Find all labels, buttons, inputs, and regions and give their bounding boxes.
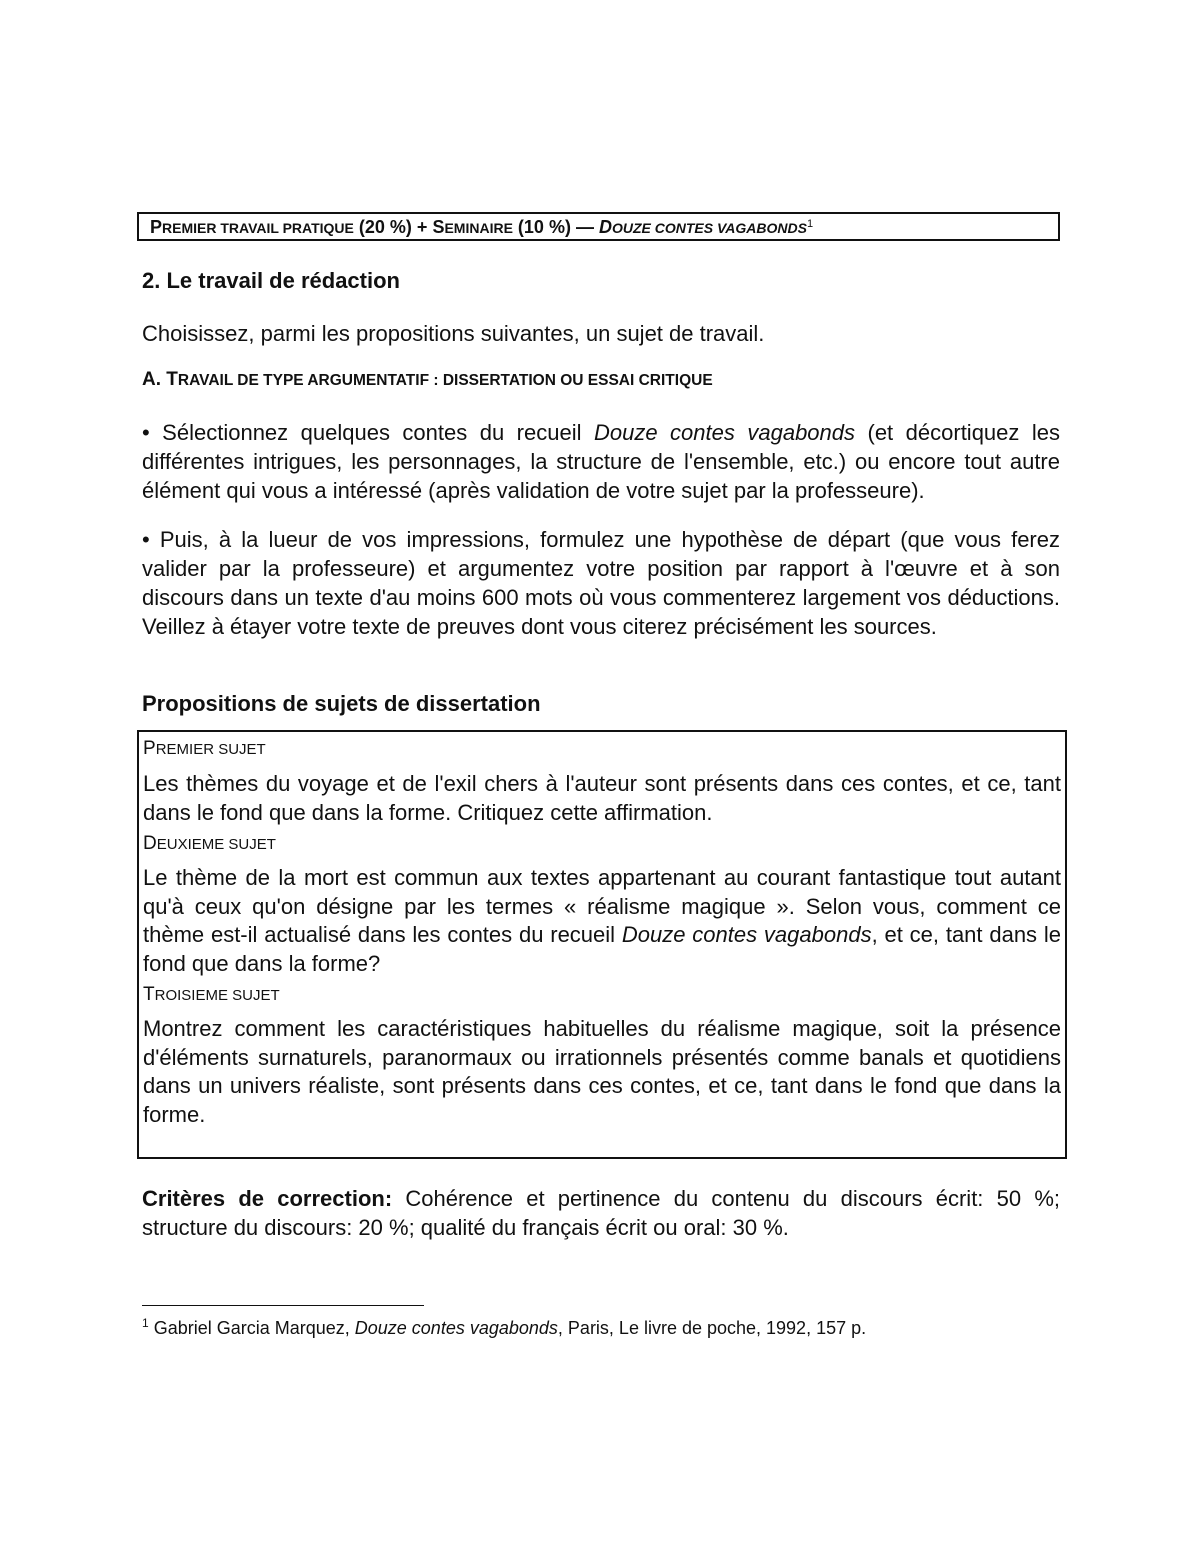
criteria-label: Critères de correction: [142, 1186, 393, 1211]
section-title: 2. Le travail de rédaction [142, 268, 400, 293]
bullet1-pre: • Sélectionnez quelques contes du recueil [142, 420, 594, 445]
s2-book-title: Douze contes vagabonds [621, 922, 872, 947]
title-p-rest: REMIER TRAVAIL PRATIQUE [162, 220, 354, 236]
footnote [142, 1318, 866, 1339]
criteria-text: Cohérence et pertinence du contenu du discours écrit: 50 %; structure du discours: 20 %; qualité du français écrit ou oral: 30 %. [142, 1186, 1060, 1240]
propositions-heading: Propositions de sujets de dissertation [142, 691, 541, 716]
bullet1-post: (et décortiquez les différentes intrigues, les personnages, la structure de l'ensemble, etc.) ou encore tout autre élément qui vous a intéressé (après validation de votre sujet par la professeure). [142, 420, 1060, 503]
bullet-paragraph-1 [142, 418, 1060, 505]
footnote-book-title: Douze contes vagabonds [354, 1318, 558, 1338]
title-weight-1: (20 %) + [358, 217, 428, 237]
title-s-rest: EMINAIRE [444, 220, 513, 236]
s1-rest: REMIER SUJET [155, 741, 266, 758]
bullet1-book-title: Douze contes vagabonds [593, 420, 856, 445]
footnote-pre: Gabriel Garcia Marquez, [148, 1318, 355, 1338]
s2-pre: Le thème de la mort est commun aux textes appartenant au courant fantastique tout autant qu'à ceux qu'on désigne par les termes « réalisme magique ». Selon vous, comment ce thème est-il actualisé dans les contes du recueil [143, 865, 1061, 947]
s2-rest: EUXIEME SUJET [156, 836, 276, 853]
subject-2-text [143, 864, 1061, 978]
part-a-lead: A. T [142, 369, 178, 390]
footnote-number: 1 [142, 1316, 149, 1330]
title-d-rest: OUZE CONTES VAGABONDS [611, 220, 807, 236]
bullet-paragraph-2: • Puis, à la lueur de vos impressions, formulez une hypothèse de départ (que vous ferez valider par la professeure) et argumentez votre position par rapport à l'œuvre et à son discours dans un texte d'au moins 600 mots où vous commenterez largement vos déductions. Veillez à étayer votre texte de preuves dont vous citerez précisément les sources. [142, 527, 1060, 639]
assignment-title-box [137, 212, 1060, 241]
criteria-paragraph [142, 1184, 1060, 1242]
s1-cap: P [143, 738, 156, 759]
s3-cap: T [143, 984, 155, 1005]
subject-3-text: Montrez comment les caractéristiques habituelles du réalisme magique, soit la présence d'éléments surnaturels, paranormaux ou irrationnels présentés comme banals et quotidiens dans un univers réaliste, sont présents dans ces contes, et ce, tant dans le fond que dans la forme. [143, 1016, 1061, 1127]
title-d-cap: D [598, 217, 612, 237]
footnote-divider [142, 1305, 424, 1306]
subjects-box [137, 730, 1067, 1159]
footnote-post: , Paris, Le livre de poche, 1992, 157 p. [557, 1318, 867, 1338]
part-a-heading [142, 369, 1060, 391]
s3-rest: ROISIEME SUJET [154, 987, 280, 1004]
title-p-cap: P [150, 217, 163, 237]
subject-1-title [143, 736, 1061, 763]
footnote-reference: 1 [806, 218, 814, 230]
title-s-cap: S [432, 217, 445, 237]
s2-post: , et ce, tant dans le fond que dans la forme? [143, 922, 1061, 976]
subject-1-text: Les thèmes du voyage et de l'exil chers à l'auteur sont présents dans ces contes, et ce, tant dans le fond que dans la forme. Critiquez cette affirmation. [143, 771, 1061, 825]
s2-cap: D [143, 833, 157, 854]
part-a-rest: RAVAIL DE TYPE ARGUMENTATIF : DISSERTATION OU ESSAI CRITIQUE [177, 372, 713, 389]
subject-2-title [143, 831, 1061, 858]
title-weight-2: (10 %) — [517, 217, 594, 237]
intro-text: Choisissez, parmi les propositions suivantes, un sujet de travail. [142, 321, 765, 346]
subject-3-title [143, 982, 1061, 1009]
